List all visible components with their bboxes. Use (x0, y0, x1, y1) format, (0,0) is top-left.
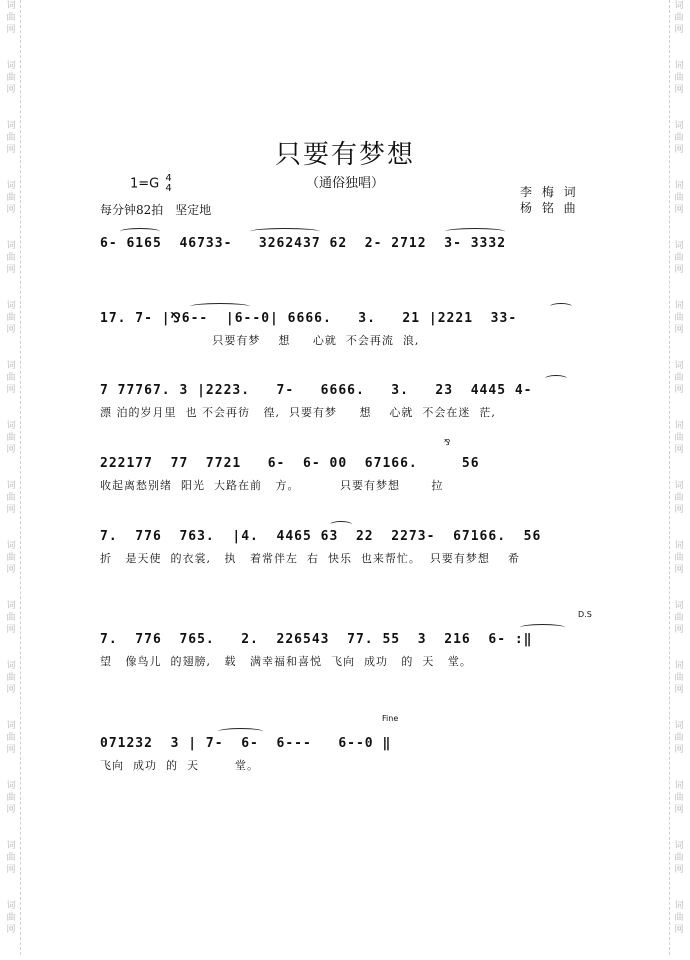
notes-line: 071232 3 | 7- 6- 6--- 6--0 ‖ (100, 736, 392, 751)
slur-mark (445, 228, 505, 235)
notes-line: 17. 7- |⅋6-- |6--0| 6666. 3. 21 |2221 33- (100, 311, 518, 326)
lyrics-line: 只要有梦 想 心就 不会再流 浪, (100, 334, 420, 347)
watermark-text: 词 曲 网 (6, 301, 16, 335)
watermark-text: 词 曲 网 (674, 301, 684, 335)
lyrics-line: 望 像鸟儿 的翅膀, 载 满幸福和喜悦 飞向 成功 的 天 堂。 (100, 655, 472, 668)
song-title: 只要有梦想 (274, 140, 415, 170)
score-line-2 (100, 311, 595, 348)
slur-mark (250, 228, 320, 235)
notes-line: 7 77767. 3 |2223. 7- 6666. 3. 23 4445 4- (100, 383, 533, 398)
credits (520, 184, 579, 216)
key-signature (130, 174, 172, 194)
watermark-text: 词 曲 网 (6, 841, 16, 875)
watermark-text: 词 曲 网 (6, 1, 16, 35)
watermark-text: 词 曲 网 (6, 661, 16, 695)
notes-line: 7. 776 763. |4. 4465 63 22 2273- 67166. 56 (100, 529, 542, 544)
notes-line: 222177 77 7721 6- 6- 00 67166. 56 (100, 456, 480, 471)
tempo-marking: 每分钟82拍 坚定地 (100, 203, 212, 217)
slur-mark (120, 228, 160, 235)
score-line-4 (100, 456, 595, 493)
lyricist-credit: 李 梅 词 (520, 185, 579, 199)
watermark-text: 词 曲 网 (6, 181, 16, 215)
time-sig-bottom: 4 (165, 183, 172, 194)
watermark-text: 词 曲 网 (6, 721, 16, 755)
score-line-1 (100, 236, 595, 257)
score-line-6 (100, 632, 595, 669)
watermark-text: 词 曲 网 (674, 481, 684, 515)
watermark-text: 词 曲 网 (6, 121, 16, 155)
composer-credit: 杨 铭 曲 (520, 201, 579, 215)
watermark-text: 词 曲 网 (674, 901, 684, 935)
lyrics-line: 飞向 成功 的 天 堂。 (100, 759, 259, 772)
score-line-5 (100, 529, 595, 566)
watermark-text: 词 曲 网 (6, 781, 16, 815)
watermark-text: 词 曲 网 (674, 541, 684, 575)
fine-mark: Fine (382, 714, 399, 723)
watermark-text: 词 曲 网 (674, 841, 684, 875)
key-label: 1=G (130, 176, 160, 192)
score-line-7 (100, 736, 595, 773)
score-line-3 (100, 383, 595, 420)
watermark-text: 词 曲 网 (674, 661, 684, 695)
watermark-text: 词 曲 网 (6, 481, 16, 515)
watermark-text: 词 曲 网 (674, 601, 684, 635)
watermark-text: 词 曲 网 (6, 541, 16, 575)
segno-mark: ⅋ (444, 438, 451, 447)
watermark-text: 词 曲 网 (674, 121, 684, 155)
watermark-text: 词 曲 网 (674, 361, 684, 395)
song-subtitle: （通俗独唱） (305, 176, 384, 191)
watermark-text: 词 曲 网 (6, 601, 16, 635)
watermark-text: 词 曲 网 (674, 781, 684, 815)
watermark-text: 词 曲 网 (674, 1, 684, 35)
watermark-text: 词 曲 网 (674, 421, 684, 455)
ds-mark: D.S (578, 610, 592, 619)
watermark-text: 词 曲 网 (674, 181, 684, 215)
watermark-text: 词 曲 网 (6, 361, 16, 395)
slur-mark (190, 303, 250, 310)
slur-mark (545, 375, 567, 382)
watermark-text: 词 曲 网 (674, 241, 684, 275)
slur-mark (330, 521, 352, 528)
lyrics-line: 收起离愁别绪 阳光 大路在前 方。 只要有梦想 拉 (100, 479, 444, 492)
watermark-text: 词 曲 网 (674, 61, 684, 95)
lyrics-line: 折 是天使 的衣裳, 执 着常伴左 右 快乐 也来帮忙。 只要有梦想 希 (100, 552, 520, 565)
slur-mark (218, 728, 263, 735)
watermark-text: 词 曲 网 (6, 901, 16, 935)
time-signature (165, 174, 171, 194)
lyrics-line: 漂 泊的岁月里 也 不会再彷 徨, 只要有梦 想 心就 不会在迷 茫, (100, 406, 496, 419)
time-sig-top: 4 (165, 173, 172, 184)
notes-line: 6- 6165 46733- 3262437 62 2- 2712 3- 3332 (100, 236, 507, 251)
slur-mark (520, 624, 565, 631)
notes-line: 7. 776 765. 2. 226543 77. 55 3 216 6- :‖ (100, 632, 533, 647)
watermark-text: 词 曲 网 (6, 61, 16, 95)
watermark-text: 词 曲 网 (6, 421, 16, 455)
watermark-text: 词 曲 网 (674, 721, 684, 755)
watermark-text: 词 曲 网 (6, 241, 16, 275)
slur-mark (550, 303, 572, 310)
